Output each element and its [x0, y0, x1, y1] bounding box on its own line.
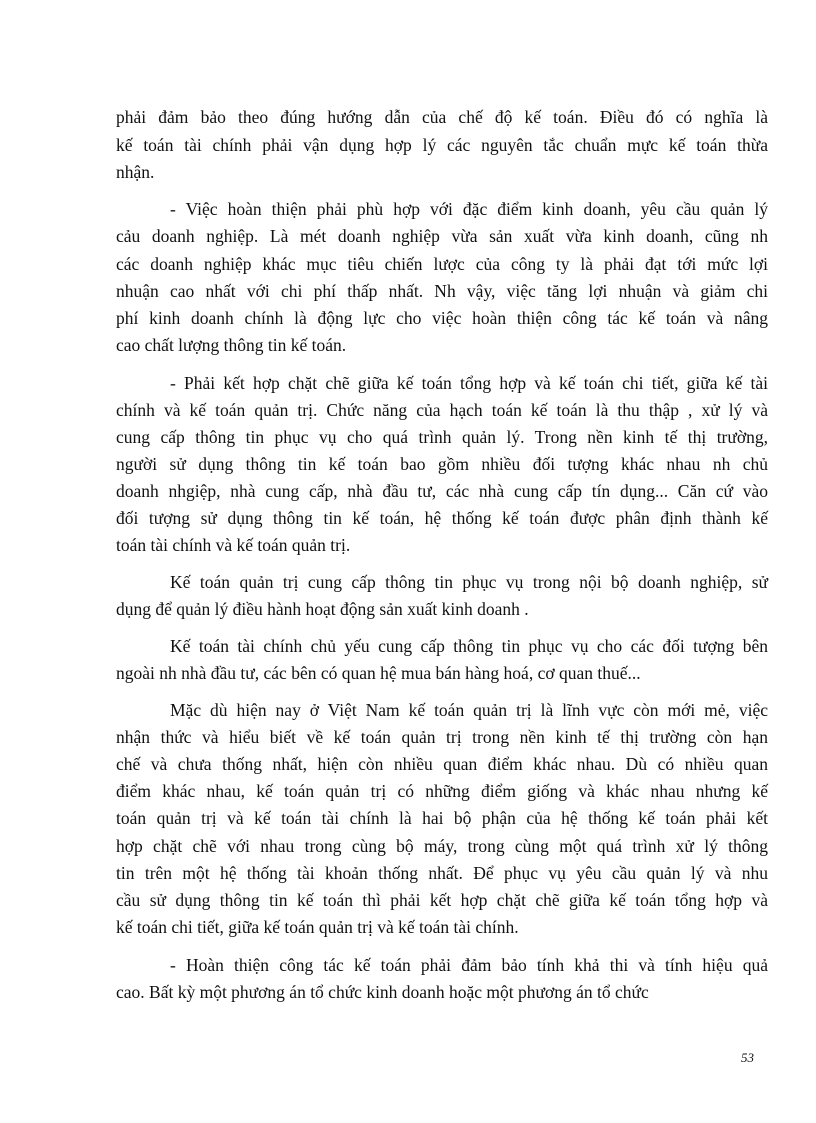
text-line: cầu sử dụng thông tin kế toán thì phải kết hợp chặt chẽ giữa kế toán tổng hợp và — [116, 890, 768, 910]
text-line: - Hoàn thiện công tác kế toán phải đảm bảo tính khả thi và tính hiệu quả — [170, 955, 768, 975]
text-line: toán tài chính và kế toán quản trị. — [116, 535, 351, 555]
text-line: phí kinh doanh chính là động lực cho việc hoàn thiện công tác kế toán và nâng — [116, 308, 768, 328]
text-line: cảu doanh nghiệp. Là mét doanh nghiệp vừa sản xuất vừa kinh doanh, cũng nh — [116, 226, 768, 246]
text-line: cao chất lượng thông tin kế toán. — [116, 335, 347, 355]
text-line: người sử dụng thông tin kế toán bao gồm nhiều đối tượng khác nhau nh chủ — [116, 454, 768, 474]
text-line: các doanh nghiệp khác mục tiêu chiến lược của công ty là phải đạt tới mức lợi — [116, 254, 768, 274]
text-line: - Việc hoàn thiện phải phù hợp với đặc điểm kinh doanh, yêu cầu quản lý — [170, 199, 768, 219]
text-line: chế và chưa thống nhất, hiện còn nhiều quan điểm khác nhau. Dù có nhiều quan — [116, 754, 768, 774]
text-line: nhận thức và hiểu biết về kế toán quản trị trong nền kinh tế thị trường còn hạn — [116, 727, 768, 747]
page-number: 53 — [741, 1050, 754, 1065]
text-line: Kế toán tài chính chủ yếu cung cấp thông tin phục vụ cho các đối tượng bên — [170, 636, 768, 656]
text-line: chính và kế toán quản trị. Chức năng của hạch toán kế toán là thu thập , xử lý và — [116, 400, 768, 420]
text-line: ngoài nh nhà đầu tư, các bên có quan hệ mua bán hàng hoá, cơ quan thuế... — [116, 663, 641, 683]
text-line: kế toán chi tiết, giữa kế toán quản trị và kế toán tài chính. — [116, 917, 519, 937]
text-line: Mặc dù hiện nay ở Việt Nam kế toán quản trị là lĩnh vực còn mới mẻ, việc — [170, 700, 768, 720]
text-line: hợp chặt chẽ với nhau trong cùng bộ máy, trong cùng một quá trình xử lý thông — [116, 836, 768, 856]
text-line: kế toán tài chính phải vận dụng hợp lý các nguyên tắc chuẩn mực kế toán thừa — [116, 135, 768, 155]
text-line: nhận. — [116, 162, 155, 182]
text-line: cung cấp thông tin phục vụ cho quá trình quản lý. Trong nền kinh tế thị trường, — [116, 427, 768, 447]
text-line: đối tượng sử dụng thông tin kế toán, hệ thống kế toán được phân định thành kế — [116, 508, 768, 528]
text-line: - Phải kết hợp chặt chẽ giữa kế toán tổng hợp và kế toán chi tiết, giữa kế tài — [170, 373, 768, 393]
text-line: cao. Bất kỳ một phương án tổ chức kinh doanh hoặc một phương án tổ chức — [116, 982, 649, 1002]
text-line: Kế toán quản trị cung cấp thông tin phục vụ trong nội bộ doanh nghiệp, sử — [170, 572, 768, 592]
text-line: nhuận cao nhất với chi phí thấp nhất. Nh vậy, việc tăng lợi nhuận và giảm chi — [116, 281, 768, 301]
text-line: dụng để quản lý điều hành hoạt động sản xuất kinh doanh . — [116, 599, 529, 619]
text-line: toán quản trị và kế toán tài chính là hai bộ phận của hệ thống kế toán phải kết — [116, 808, 768, 828]
text-line: doanh nhgiệp, nhà cung cấp, nhà đầu tư, các nhà cung cấp tín dụng... Căn cứ vào — [116, 481, 768, 501]
text-line: tin trên một hệ thống tài khoản thống nhất. Để phục vụ yêu cầu quản lý và nhu — [116, 863, 768, 883]
text-line: điểm khác nhau, kế toán quản trị có những điểm giống và khác nhau nhưng kế — [116, 781, 768, 801]
text-line: phải đảm bảo theo đúng hướng dẫn của chế độ kế toán. Điều đó có nghĩa là — [116, 107, 768, 127]
